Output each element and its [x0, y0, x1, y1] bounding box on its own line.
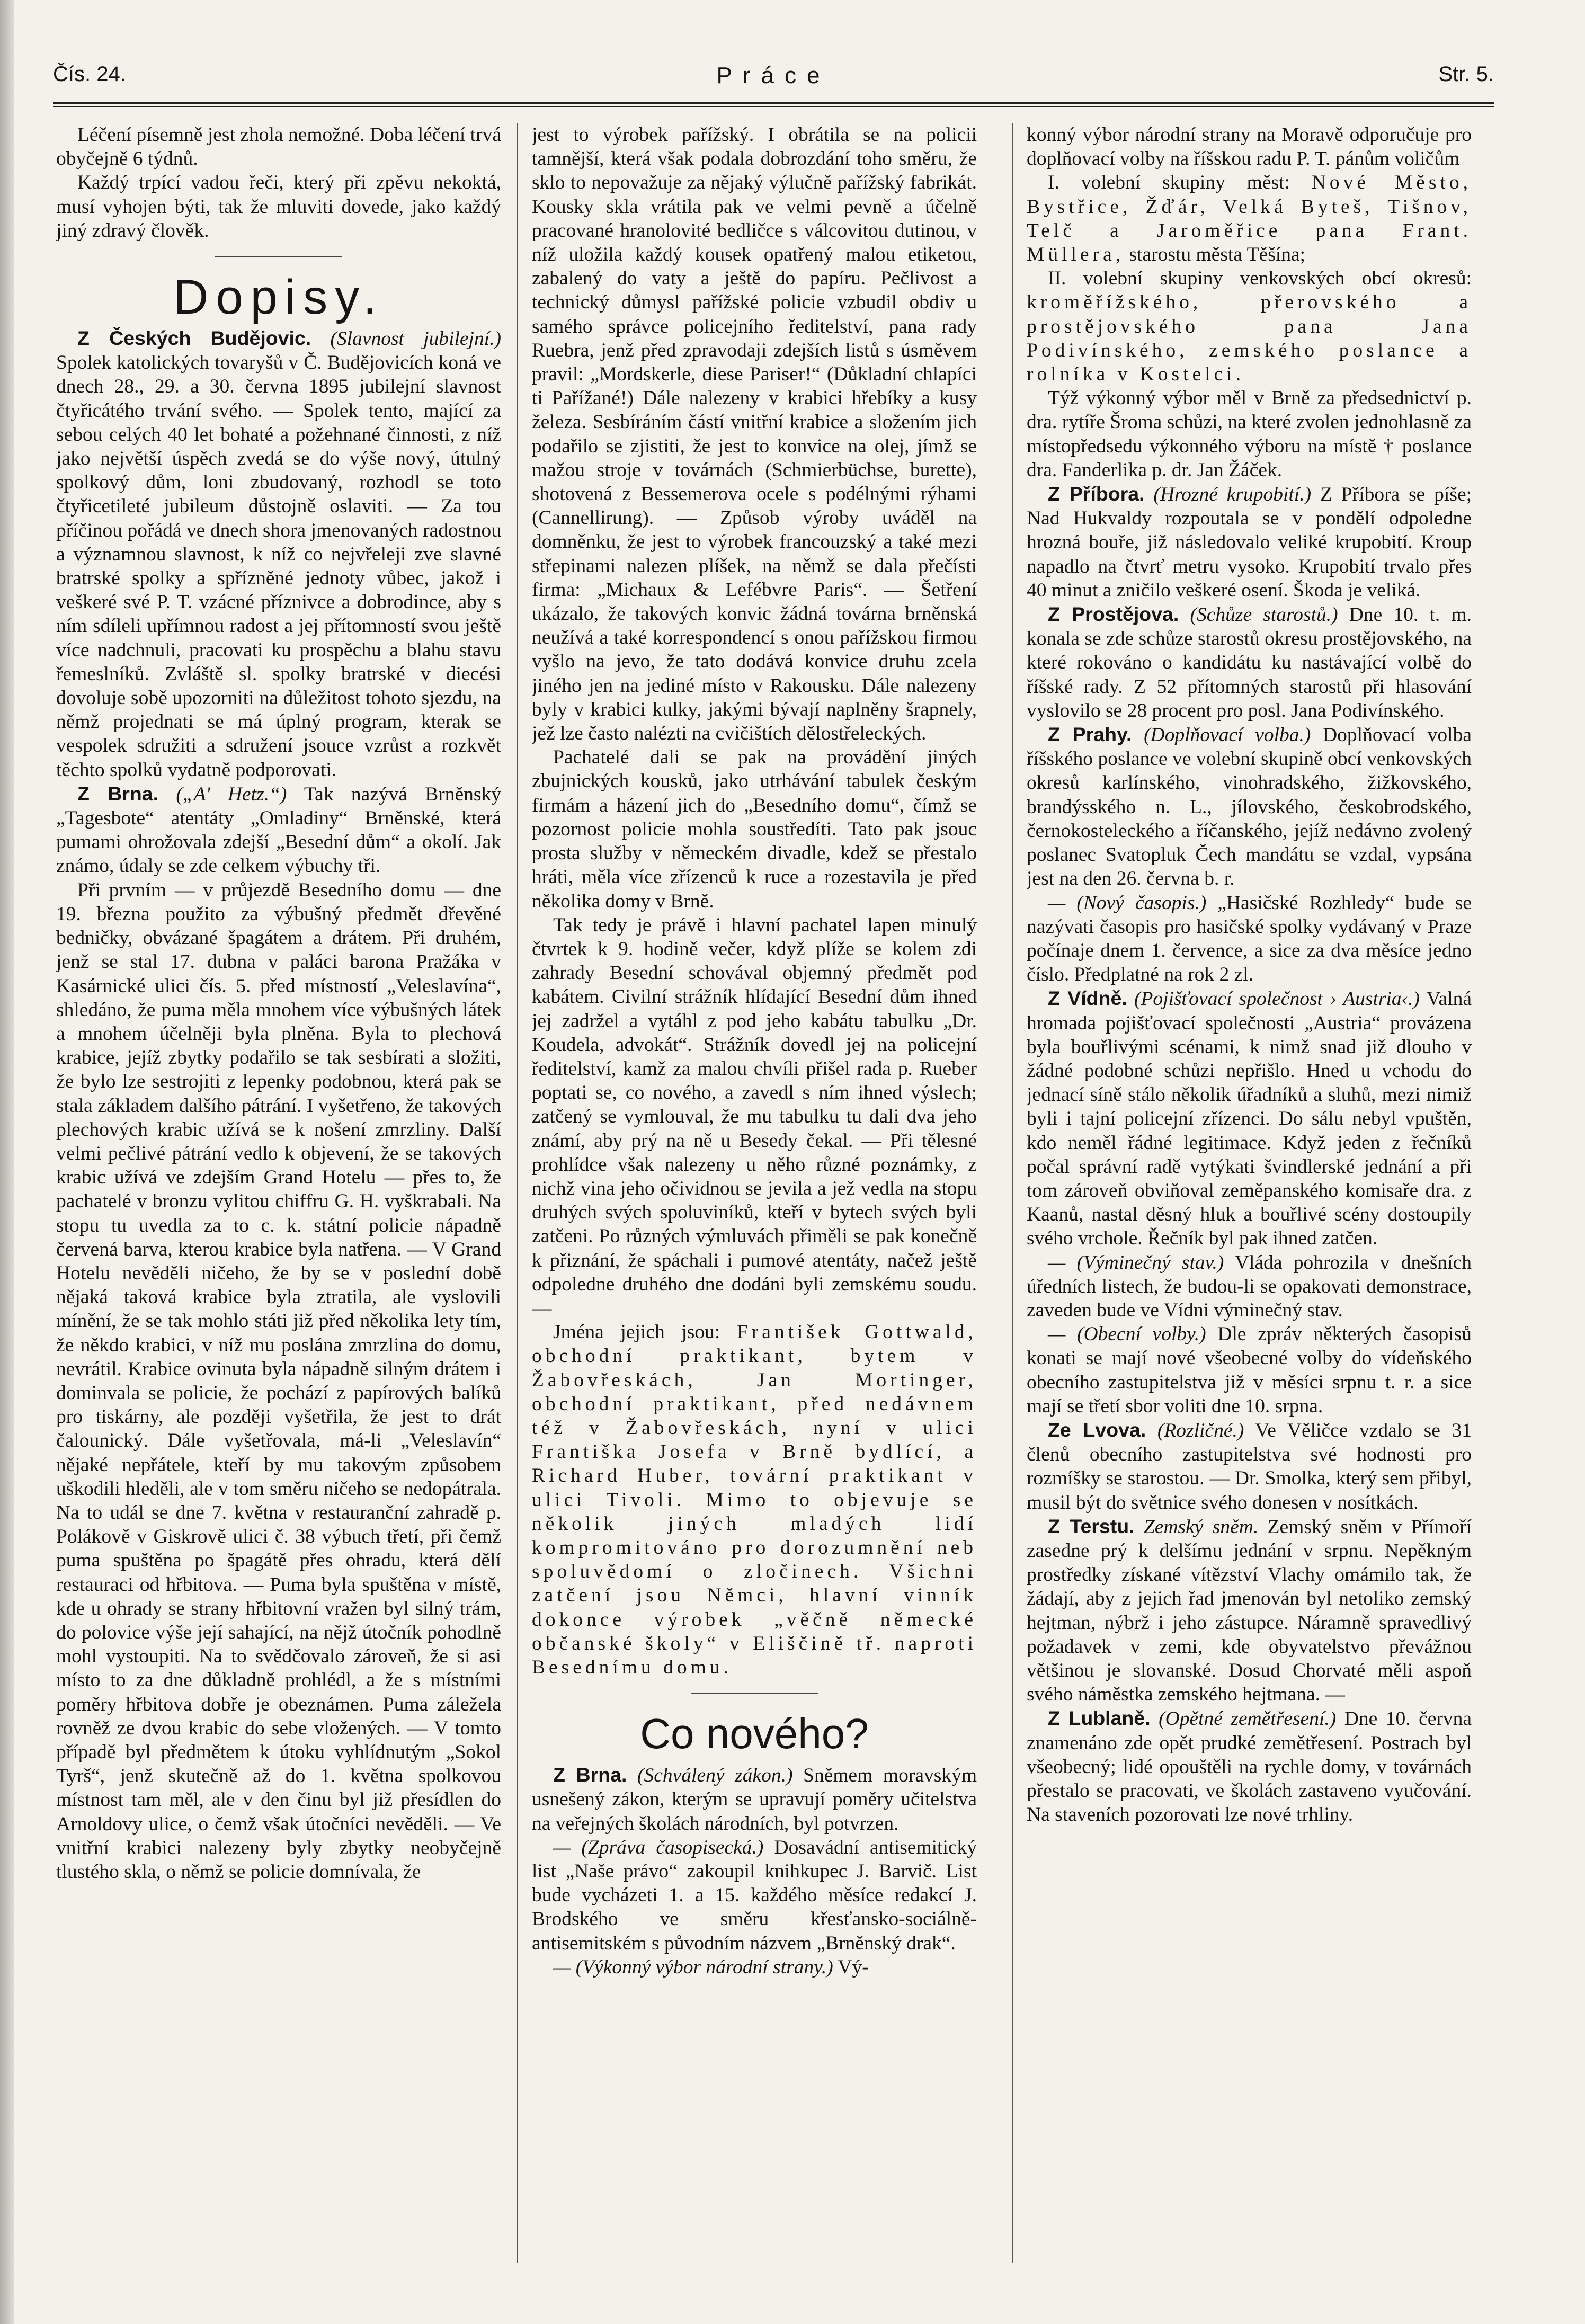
- item-text: „Hasičské Rozhledy“ bude se nazývati časopis pro hasičské spolky vydávaný v Praze počínaje dnem 1. července, a sice za dva měsíce jedno číslo. Předplatné na rok 2 zl.: [1027, 892, 1472, 986]
- news-item: [1027, 891, 1472, 987]
- item-text: Dosavádní antisemitický list „Naše právo“ zakoupil knihkupec J. Barvič. List bude vycházeti 1. a 15. každého měsíce redakcí J. Brodského ve směru křesťansko-sociálně-antisemitském s původním názvem „Brněnský drak“.: [532, 1836, 977, 1954]
- dateline: Ze Lvova.: [1048, 1418, 1146, 1441]
- column-3: [1027, 123, 1472, 2274]
- news-item: [532, 1836, 977, 1955]
- news-item: [56, 782, 501, 878]
- item-text: František Gottwald, obchodní praktikant, bytem v Žabovřeskách, Jan Mortinger, obchodní praktikant, před nedávnem též v Žabovřeskách, nyní v ulici Františka Josefa v Brně bydlící, a Richard Huber, tovární praktikant v ulici Tivoli. Mimo to objevuje se několik jiných mladých lidí kompromitováno pro dorozumnění neb spoluvědomí o zločinech. Všichni zatčení jsou Němci, hlavní vinník dokonce výrobek „věčně německé občanské školy“ v Eliščině tř. naproti Besednímu domu.: [532, 1321, 977, 1678]
- item-text: Tak nazývá Brněnský „Tagesbote“ atentáty „Omladiny“ Brněnské, která pumami ohrožovala zdejší „Besední dům“ a okolí. Jak známo, údaly se zde celkem výbuchy tři.: [56, 783, 501, 877]
- item-text: Dne 10. června znamenáno zde opět prudké zemětřesení. Postrach byl všeobecný; lidé opouštěli na rychle domy, v továrnách přestalo se pracovati, ve školách zastaveno vyučování. Na staveních pozorovati lze nové trhliny.: [1027, 1708, 1472, 1826]
- article-paragraph: [532, 1320, 977, 1679]
- article-paragraph: konný výbor národní strany na Moravě odporučuje pro doplňovací volby na říšskou radu P. T. pánům voličům: [1027, 124, 1472, 170]
- news-item: [1027, 723, 1472, 891]
- article-paragraph: Pachatelé dali se pak na provádění jiných zbujnických kousků, jako utrhávání tabulek českým firmám a házení jich do „Besedního domu“, čímž se pozornost policie mohla soustředíti. Tato pak jsouc prosta služby v německém divadle, kdež se přestalo hráti, měla více zřízenců k ruce a rozestavila je před několika domy v Brně.: [532, 746, 977, 912]
- article-paragraph: [1027, 266, 1472, 386]
- item-spaced-text: Nové Město, Bystřice, Žďár, Velká Byteš, Tišnov, Telč a Jaroměřice pana Frant. Müllera,: [1027, 172, 1472, 266]
- dateline: Z Lublaně.: [1048, 1707, 1151, 1730]
- news-item: [1027, 602, 1472, 723]
- item-title: („A' Hetz.“): [176, 783, 287, 805]
- news-item: [1027, 986, 1472, 1250]
- article-paragraph: Tak tedy je právě i hlavní pachatel lapen minulý čtvrtek k 9. hodině večer, když plíže se kolem zdi zahrady Besední schovával objemný předmět pod kabátem. Civilní strážník hlídající Besední dům ihned jej zadržel a vytáhl z pod jeho kabátu tabulku „Dr. Koudela, advokát“. Strážník dovedl jej na policejní ředitelství, kamž za malou chvíli přišel rada p. Rueber poptati se, co nového, a zavedl s ním ihned výslech; zatčený se vymlouval, že mu tabulku tu dali dva jeho známí, aby prý na ně u Besedy čekal. — Při tělesné prohlídce však nalezeny u něho různé poznámky, z nichž vina jeho očividnou se jevila a jež vedla na stopu druhých svých spoluviníků, kteří v bytech svých byli zatčeni. Po různých výmluvách přiměli se pak konečně k přiznání, že spáchali i pumové atentáty, načež ještě odpoledne druhého dne dodáni byli zemskému soudu. —: [532, 914, 977, 1319]
- section-divider: [215, 256, 342, 257]
- page-edge-shadow: [0, 0, 14, 2324]
- item-spaced-text: kroměřížského, přerovského a prostějovského pana Jana Podivínského, zemského poslance a rolníka v Kostelci.: [1027, 291, 1472, 386]
- item-text: Ve Věličce vzdalo se 31 členů obecního zastupitelstva své hodnosti pro rozmíšky se starostou. — Dr. Smolka, který sem přibyl, musil být do světnice svého donesen v nosítkách.: [1027, 1419, 1472, 1513]
- news-item: [532, 1955, 977, 1979]
- news-item: [1027, 1251, 1472, 1323]
- news-item: [532, 1763, 977, 1836]
- column-divider-2: [1012, 123, 1013, 2263]
- article-paragraph: Při prvním — v průjezdě Besedního domu — dne 19. března použito za výbušný předmět dřevěné bedničky, obvázané špagátem a drátem. Při druhém, jenž se stal 17. dubna v paláci barona Pražáka v Kasárnické ulici čís. 5. před místností „Veleslavína“, shledáno, že puma měla mnohem více výbušných látek a mnohem účelněji byla plněna. Byla to plechová krabice, jejíž zbytky podařilo se tak sesbírati a složiti, že bylo lze sestrojiti z lepenky podobnou, která pak se stala základem dalšího pátrání. I vyšetřeno, že takových plechových krabic užívá se k nošení zmrzliny. Další velmi pečlivé pátrání vedlo k objevení, že se takových krabic užívá ve zdejším Grand Hotelu — přes to, že pachatelé v bronzu vylitou chiffru G. H. vyškrabali. Na stopu tu uvedla za to c. k. státní policie nápadně červená barva, kterou krabice byla natřena. — V Grand Hotelu nevěděli ničeho, že by se v poslední době nějaká taková krabice byla ztratila, ale vyslovili mínění, že se tak mohlo státi již před několika lety tím, že někdo krabici, v níž mu poslána zmrzlina do domu, nevrátil. Krabice ovinuta byla nápadně silným drátem i dominvala se policie, že pochází z papírových balíků pro tiskárny, ale později vyšetřila, že jest to drát čalounický. Dále vyšetřovala, má-li „Veleslavín“ nějaké nepřátele, kteří by mu takovým způsobem uškodili hleděli, ale v tom směru ničeho se nedopátrala. Na to udál se dne 7. května v restauranční zahradě p. Polákově v Giskrově ulici č. 38 výbuch třetí, při čemž puma spuštěna po špagátě přes ohradu, která dělí restauraci od hřbitova. — Puma byla spuštěna v místě, kde u ohrady se strany hřbitovní vražen byl silný trám, do polovice výše její sahající, na nějž útočník pohodlně mohl vystoupiti. Na to svědčovalo zároveň, že si asi místo to za dne důkladně prohlédl, a že s místními poměry hřbitova dobře je obeznámen. Puma záležela rovněž ze dvou krabic do sebe vložených. — V tomto případě byl předmětem k útoku vyhlídnutým „Sokol Tyrš“, jenž skutečně až do 1. května spolkovou místnost tam měl, ale v den činu byl již přesídlen do Arnoldovy ulice, o čemž však útočníci nevěděli. — Ve vnitřní krabici nalezeny byly zbytky neobyčejně tlustého skla, o němž se policie domnívala, že: [56, 879, 501, 1883]
- page-number: Str. 5.: [1438, 63, 1494, 86]
- item-text: Spolek katolických tovaryšů v Č. Budějovicích koná ve dnech 28., 29. a 30. června 1895 jubilejní slavnost čtyřicátého trvání svého. — Spolek tento, mající za sebou celých 40 let bohaté a požehnané činnosti, z níž jako největší úspěch zvedá se do výše nový, útulný spolkový dům, loni zbudovaný, rozhodl se toto čtyřicetileté jubileum důstojně oslaviti. — Za tou příčinou pořádá ve dnech shora jmenovaných radostnou a významnou slavnost, k níž co nejvřeleji zve slavné bratrské spolky a spřízněné jednoty vůbec, jakož i veškeré své P. T. vzácné příznivce a dobrodince, aby s ním sdíleli upřímnou radost a jej přítomností svou ještě více nadchnuli, pracovati ku prospěchu a blahu stavu řemeslníků. Zvláště sl. spolky bratrské v diecési dovoluje sobě upozorniti na důležitost tohoto sjezdu, na němž projednati se má úplný program, kterak se vespolek sdružiti a sdružení jsouce vzrůst a rozkvět těchto spolků vydatně podporovati.: [56, 352, 501, 781]
- item-lead: Jména jejich jsou:: [553, 1321, 720, 1343]
- news-item: [1027, 1322, 1472, 1418]
- news-item: [56, 326, 501, 782]
- dateline: Z Prostějova.: [1048, 603, 1179, 626]
- item-text: Valná hromada pojišťovací společnosti „Austria“ provázena byla bouřlivými scénami, k nimž snad již dlouho v žádné podobné schůzi nepřišlo. Hned u vchodu do jednací síně stálo několik úřadníků a sluhů, mezi nimiž byli i tajní policejní zřízenci. Do sálu nebyl vpuštěn, kdo neměl řádné legitimace. Když jeden z řečníků počal správní radě vytýkati švindlerské jednání a při tom zároveň obviňoval zeměpanského komisaře dra. z Kaanů, nastal děsný hluk a bouřlivé scény dostoupily svého vrchole. Řečník byl pak ihned zatčen.: [1027, 988, 1472, 1250]
- section-divider: [691, 1693, 818, 1694]
- dateline: Z Vídně.: [1048, 987, 1127, 1010]
- dateline: Z Českých Budějovic.: [77, 327, 311, 350]
- issue-number: Čís. 24.: [53, 63, 126, 86]
- dateline: Z Brna.: [553, 1764, 627, 1786]
- newspaper-title: Práce: [716, 63, 831, 88]
- item-title: (Slavnost jubilejní.): [330, 328, 501, 350]
- article-paragraph: jest to výrobek pařížský. I obrátila se na policii tamnější, která však podala dobrozdání toho směru, že sklo to nepovažuje za nějaký výlučně pařížský fabrikát. Kousky skla vrátila pak ve velmi pevně a účelně pracované hranolovité bedličce s válcovitou dutinou, v níž uložila každý kousek opatřený malou etiketou, zabalený do vaty a ještě do papíru. Pečlivost a technický důmysl pařížské policie vzbudil obdiv u samého správce policejního ředitelství, pana rady Ruebra, jenž před zpravodaji zdejších listů s úsměvem pravil: „Mordskerle, diese Pariser!“ (Důkladní chlapíci ti Pařížané!) Dále nalezeny v krabici hřebíky a kusy železa. Sesbíráním částí vnitřní krabice a složením jich podařilo se zjistiti, že jest to konvice na olej, jímž se mažou stroje v továrnách (Schmierbüchse, burette), shotovená z Bessemerova ocele s podélnými rýhami (Cannellirung). — Způsob výroby uváděl na domněnku, že jest to výrobek francouzský a také mezi střepinami nalezen plíšek, na němž se dala přečísti firma: „Michaux & Lefébvre Paris“. — Šetření ukázalo, že takových konvic žádná továrna brněnská neužívá a také korrespondencí s onou pařížskou firmou vyšlo na jevo, že tato dodává konvice druhu zcela jiného jen na jediné místo v Rakousku. Dále nalezeny byly v krabici kulky, jakými bývají naplněny šrapnely, jež lze často nalézti na cvičištích dělostřeleckých.: [532, 124, 977, 745]
- item-title: — (Zpráva časopisecká.): [553, 1836, 764, 1858]
- item-title: (Schůze starostů.): [1190, 604, 1338, 626]
- news-item: [1027, 1515, 1472, 1707]
- item-title: Zemský sněm.: [1143, 1516, 1259, 1538]
- item-title: (Doplňovací volba.): [1144, 724, 1311, 746]
- item-text: Z Příbora se píše; Nad Hukvaldy rozpoutala se v pondělí odpoledne hrozná bouře, již následovalo veliké krupobití. Kroup napadlo na čtvrť metru vysoko. Krupobití trvalo přes 40 minut a zničilo veškeré osení. Škoda je veliká.: [1027, 484, 1472, 601]
- column-1: [56, 123, 501, 2274]
- item-text: starostu města Těšína;: [1129, 244, 1306, 266]
- item-title: (Rozličné.): [1157, 1419, 1244, 1441]
- article-paragraph: Týž výkonný výbor měl v Brně za předsednictví p. dra. rytíře Šroma schůzi, na které zvolen jednohlasně za místopředsedu výkonného výboru na místě † poslance dra. Fanderlika p. dr. Jan Žáček.: [1027, 387, 1472, 481]
- item-title: — (Výkonný výbor národní strany.): [553, 1956, 833, 1978]
- article-paragraph: Léčení písemně jest zhola nemožné. Doba léčení trvá obyčejně 6 týdnů.: [56, 124, 501, 170]
- column-divider-1: [517, 123, 518, 2263]
- dateline: Z Příbora.: [1048, 483, 1145, 505]
- item-title: — (Nový časopis.): [1048, 892, 1207, 914]
- dateline: Z Terstu.: [1048, 1515, 1135, 1537]
- item-title: (Schválený zákon.): [637, 1765, 793, 1787]
- item-title: (Opětné zemětřesení.): [1159, 1708, 1337, 1730]
- header-rule-bottom: [53, 106, 1494, 107]
- header-rule-top: [53, 102, 1494, 104]
- article-paragraph: Každý trpící vadou řeči, který při zpěvu nekoktá, musí vyhojen býti, tak že mluviti dovede, jako každý jiný zdravý člověk.: [56, 172, 501, 242]
- dateline: Z Prahy.: [1048, 723, 1132, 746]
- news-item: [1027, 482, 1472, 602]
- item-text: Dle zpráv některých časopisů konati se mají nové všeobecné volby do vídeňského obecního zastupitelstva již v měsíci srpnu t. r. a sice mají se třetí sbor voliti dne 10. srpna.: [1027, 1323, 1472, 1417]
- news-item: [1027, 1706, 1472, 1827]
- dateline: Z Brna.: [77, 782, 159, 805]
- section-heading-co-noveho: Co nového?: [640, 1710, 869, 1758]
- section-heading-dopisy: Dopisy.: [173, 270, 384, 325]
- item-text: Zemský sněm v Přímoří zasedne prý k delšímu jednání v srpnu. Nepěkným prostředky získané vítězství Vlachy omámilo tak, že žádají, aby z jejich řad jmenován byl netoliko zemský hejtman, nýbrž i jeho zástupce. Náramně spravedlivý požadavek v zemi, kde obyvatelstvo převážnou většinou je slovanské. Dosud Chorvaté měli aspoň svého náměstka zemského hejtmana. —: [1027, 1516, 1472, 1706]
- item-title: (Pojišťovací společnost › Austria‹.): [1134, 988, 1420, 1010]
- item-text: Sněmem moravským usnešený zákon, kterým se upravují poměry učitelstva na veřejných školách národních, byl potvrzen.: [532, 1765, 977, 1835]
- item-lead: I. volební skupiny měst:: [1048, 172, 1290, 194]
- article-paragraph: [1027, 171, 1472, 266]
- item-text: Doplňovací volba říšského poslance ve volební skupině obcí venkovských okresů karlínského, vinohradského, žižkovského, brandýsského n. L., jílovského, českobrodského, černokosteleckého a říčanského, jejíž nedávno zvolený poslanec Svatopluk Čech mandátu se vzdal, vypsána jest na den 26. června b. r.: [1027, 724, 1472, 890]
- page-header: [53, 63, 1494, 101]
- news-item: [1027, 1418, 1472, 1515]
- item-title: (Hrozné krupobití.): [1153, 484, 1312, 506]
- item-text: Vý-: [838, 1956, 869, 1978]
- item-text: Dne 10. t. m. konala se zde schůze starostů okresu prostějovského, na které rokováno o kandidátu ku nastávající volbě do říšské rady. Z 52 přítomných starostů při hlasování vyslovilo se 28 procent pro posl. Jana Podivínského.: [1027, 604, 1472, 722]
- item-title: — (Obecní volby.): [1048, 1323, 1206, 1346]
- column-2: [532, 123, 977, 2274]
- item-title: — (Výminečný stav.): [1048, 1251, 1224, 1274]
- item-text: Vláda pohrozila v dnešních úředních listech, že budou-li se opakovati demonstrace, zaveden bude ve Vídni výminečný stav.: [1027, 1251, 1472, 1321]
- item-lead: II. volební skupiny venkovských obcí okresů:: [1048, 268, 1472, 290]
